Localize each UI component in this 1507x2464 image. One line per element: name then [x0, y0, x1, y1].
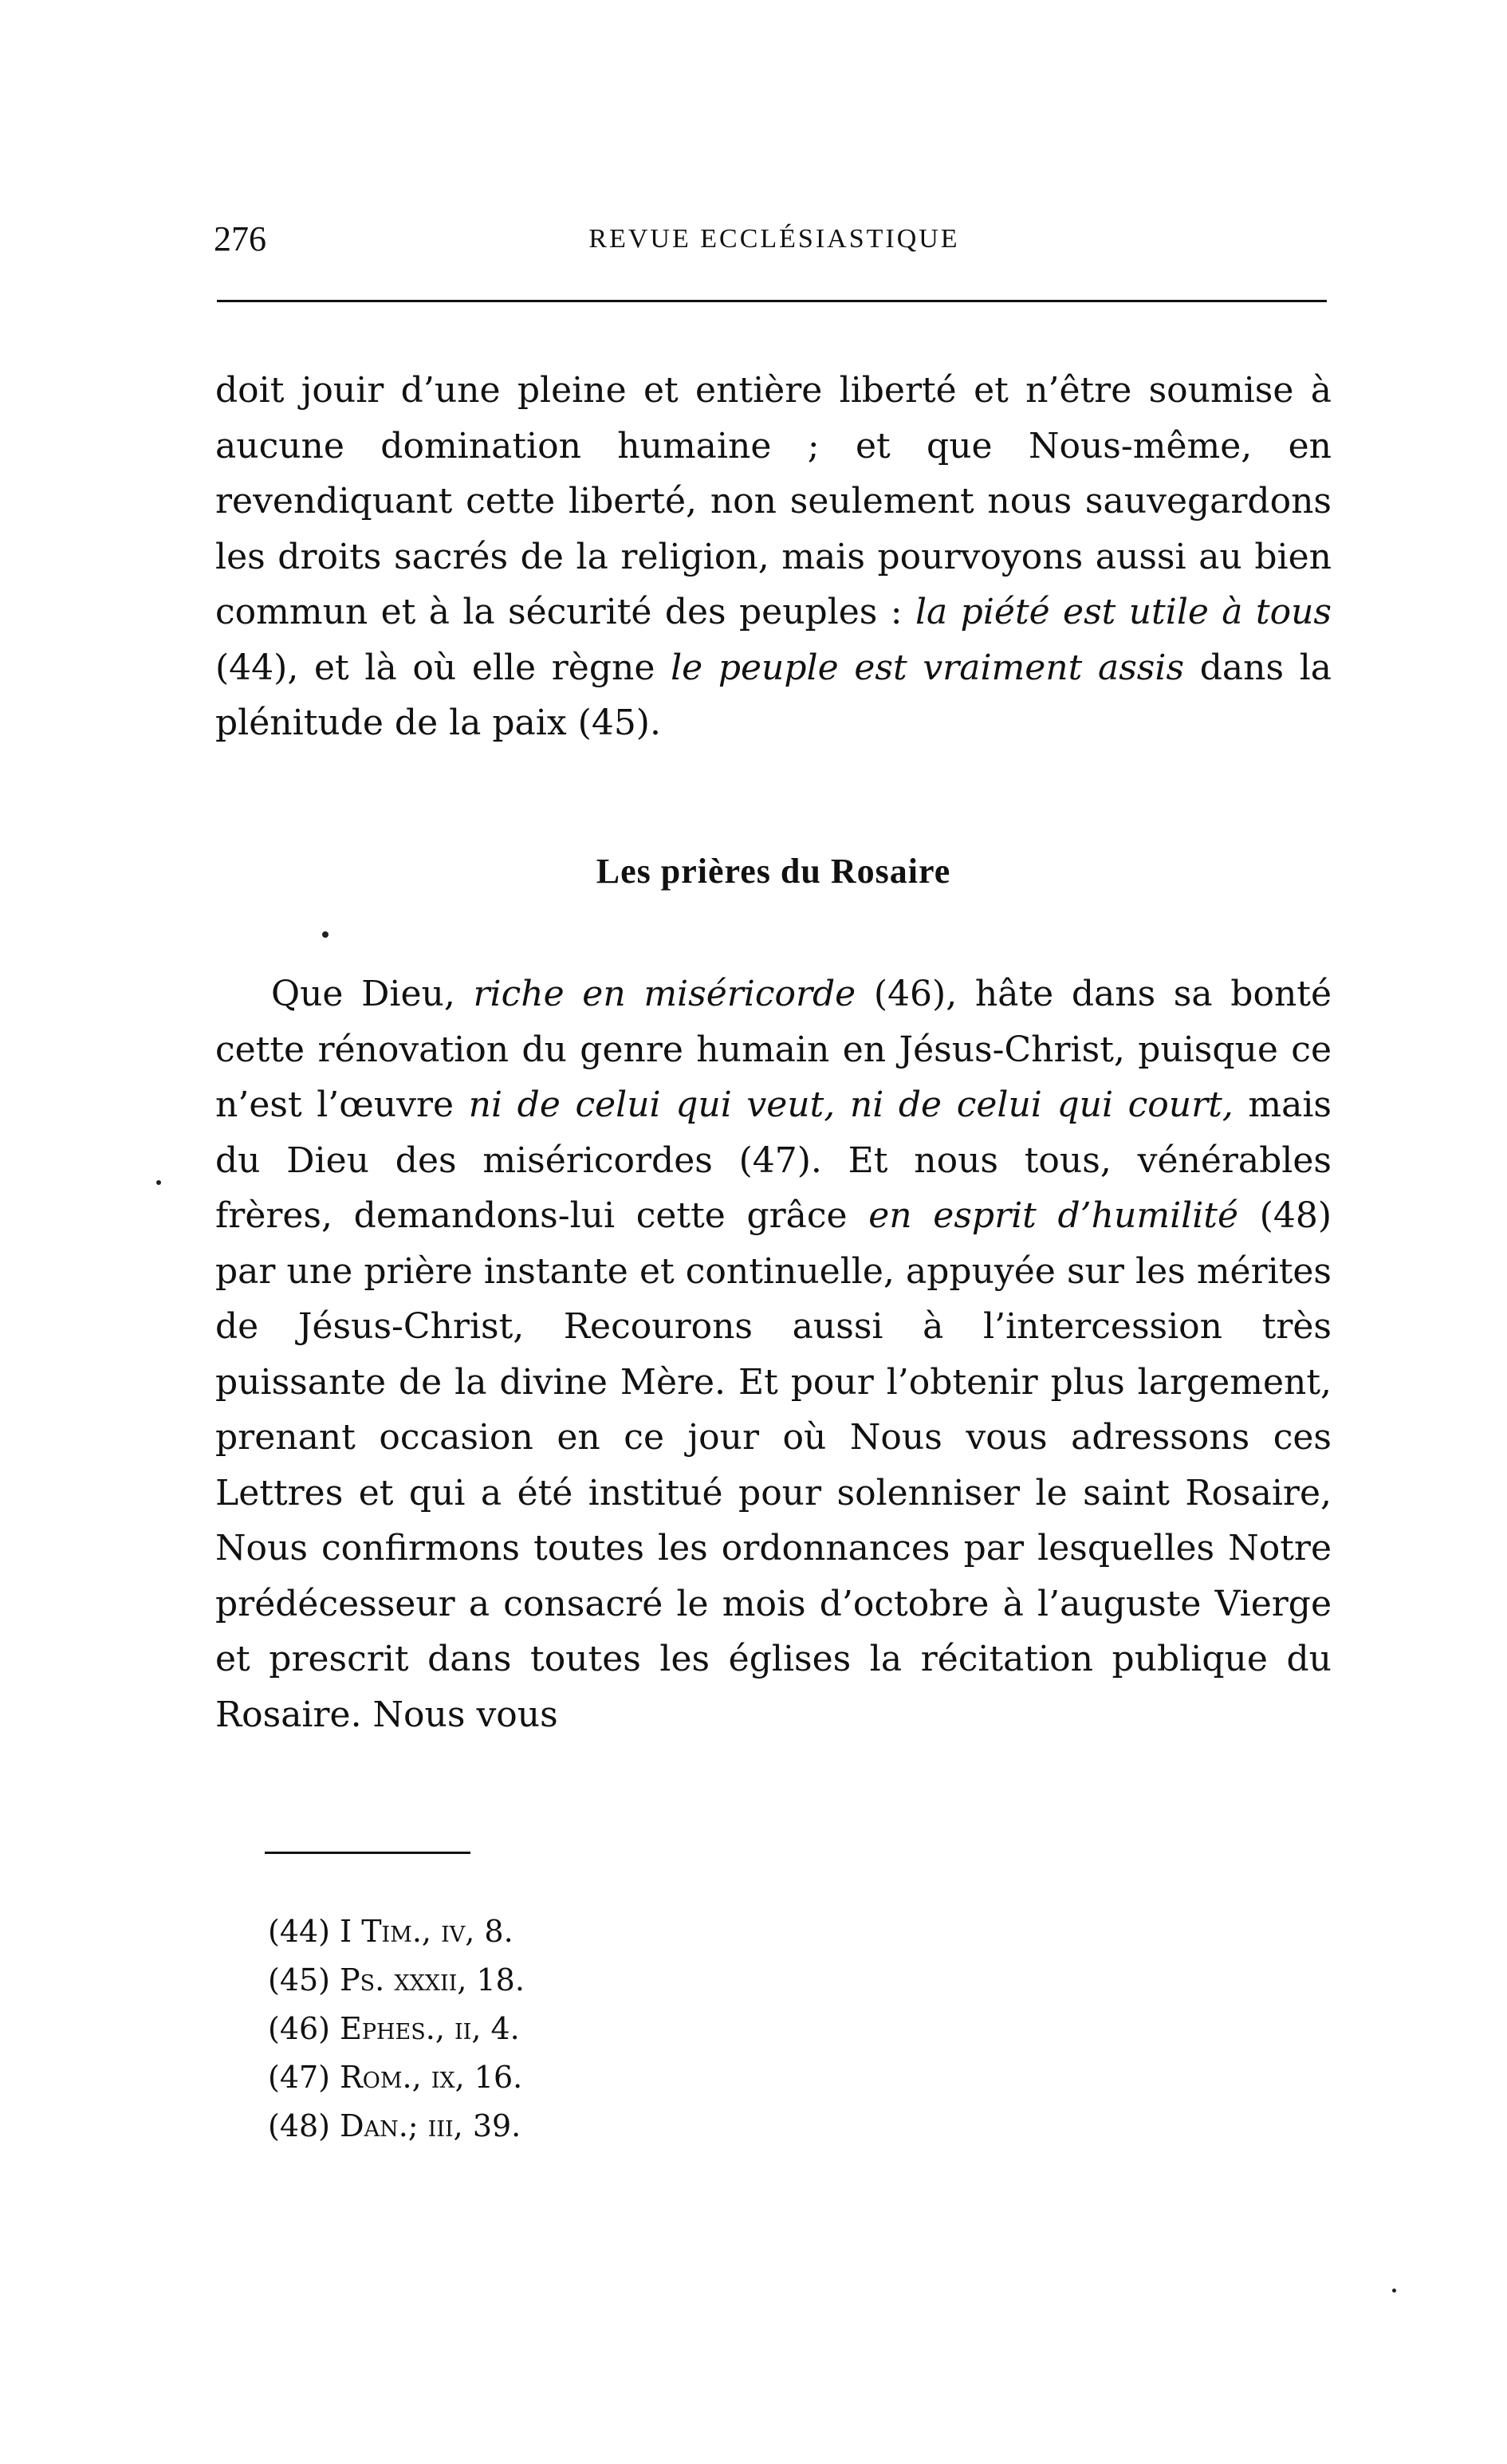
stray-mark	[156, 1180, 161, 1185]
footnote-location: iii, 39.	[418, 2108, 521, 2143]
footnote-46	[268, 2005, 525, 2053]
footnote-location: xxxii, 18.	[384, 1962, 525, 1998]
paragraph-1	[215, 363, 1332, 751]
footnote-location: iv, 8.	[431, 1914, 513, 1949]
stray-mark	[322, 931, 329, 938]
footnote-48	[268, 2102, 525, 2151]
footnote-45	[268, 1956, 525, 2005]
footnote-location: ix, 16.	[421, 2060, 523, 2095]
footnote-reference: Dan.;	[340, 2108, 419, 2143]
paragraph-2-italic-1: riche en miséricorde	[473, 974, 856, 1014]
paragraph-1-text-3: dans la plénitude de la paix (45).	[215, 647, 1332, 743]
paragraph-2-text-4: (48) par une prière instante et continuelle, appuyée sur les mérites de Jésus-Christ, Recourons aussi à l’intercession très puissante de la divine Mère. Et pour l’obtenir plus largement, prenant occasion en ce jour où Nous vous adressons ces Lettres et qui a été institué pour solenniser le saint Rosaire, Nous confirmons toutes les ordonnances par lesquelles Notre prédécesseur a consacré le mois d’octobre à l’auguste Vierge et prescrit dans toutes les églises la récitation publique du Rosaire. Nous vous	[215, 1195, 1332, 1735]
footnote-44	[268, 1907, 525, 1956]
page-number: 276	[214, 219, 266, 258]
paragraph-2-text-1: Que Dieu,	[271, 974, 474, 1014]
footnote-rule	[265, 1852, 470, 1854]
paragraph-2-italic-3: en esprit d’humilité	[868, 1195, 1239, 1236]
paragraph-2-italic-2: ni de celui qui veut, ni de celui qui court,	[468, 1084, 1234, 1125]
footnote-number: (46)	[268, 2011, 331, 2046]
paragraph-2-text-2: (46), hâte dans sa bonté cette rénovation du genre humain en Jésus-Christ, puisque ce n’est l’œuvre	[215, 974, 1332, 1125]
paragraph-1-text-1: doit jouir d’une pleine et entière liberté et n’être soumise à aucune domination humaine ; et que Nous-même, en revendiquant cette liberté, non seulement nous sauvegardons les droits sacrés de la religion, mais pourvoyons aussi au bien commun et à la sécurité des peuples :	[215, 370, 1332, 632]
footnotes-list	[268, 1907, 525, 2151]
stray-mark	[1392, 2289, 1396, 2293]
footnote-number: (47)	[268, 2060, 331, 2095]
paragraph-1-italic-2: le peuple est vraiment assis	[671, 647, 1185, 688]
footnote-number: (44)	[268, 1914, 331, 1949]
paragraph-1-text-2: (44), et là où elle règne	[215, 647, 671, 688]
header-rule	[217, 300, 1327, 302]
paragraph-1-italic-1: la piété est utile à tous	[915, 592, 1332, 632]
footnote-47	[268, 2053, 525, 2102]
footnote-number: (45)	[268, 1962, 331, 1998]
footnote-reference: Rom.,	[340, 2060, 422, 2095]
paragraph-2-text-3: mais du Dieu des miséricordes (47). Et nous tous, vénérables frères, demandons-lui cette grâce	[215, 1084, 1332, 1236]
footnote-reference: I Tim.,	[340, 1914, 432, 1949]
footnote-number: (48)	[268, 2108, 331, 2143]
paragraph-2	[215, 966, 1332, 1742]
section-heading: Les prières du Rosaire	[596, 852, 951, 891]
footnote-reference: Ps.	[340, 1962, 385, 1998]
page-header	[214, 215, 1327, 263]
footnote-location: ii, 4.	[444, 2011, 520, 2046]
footnote-reference: Ephes.,	[340, 2011, 445, 2046]
running-title: REVUE ECCLÉSIASTIQUE	[588, 224, 960, 254]
